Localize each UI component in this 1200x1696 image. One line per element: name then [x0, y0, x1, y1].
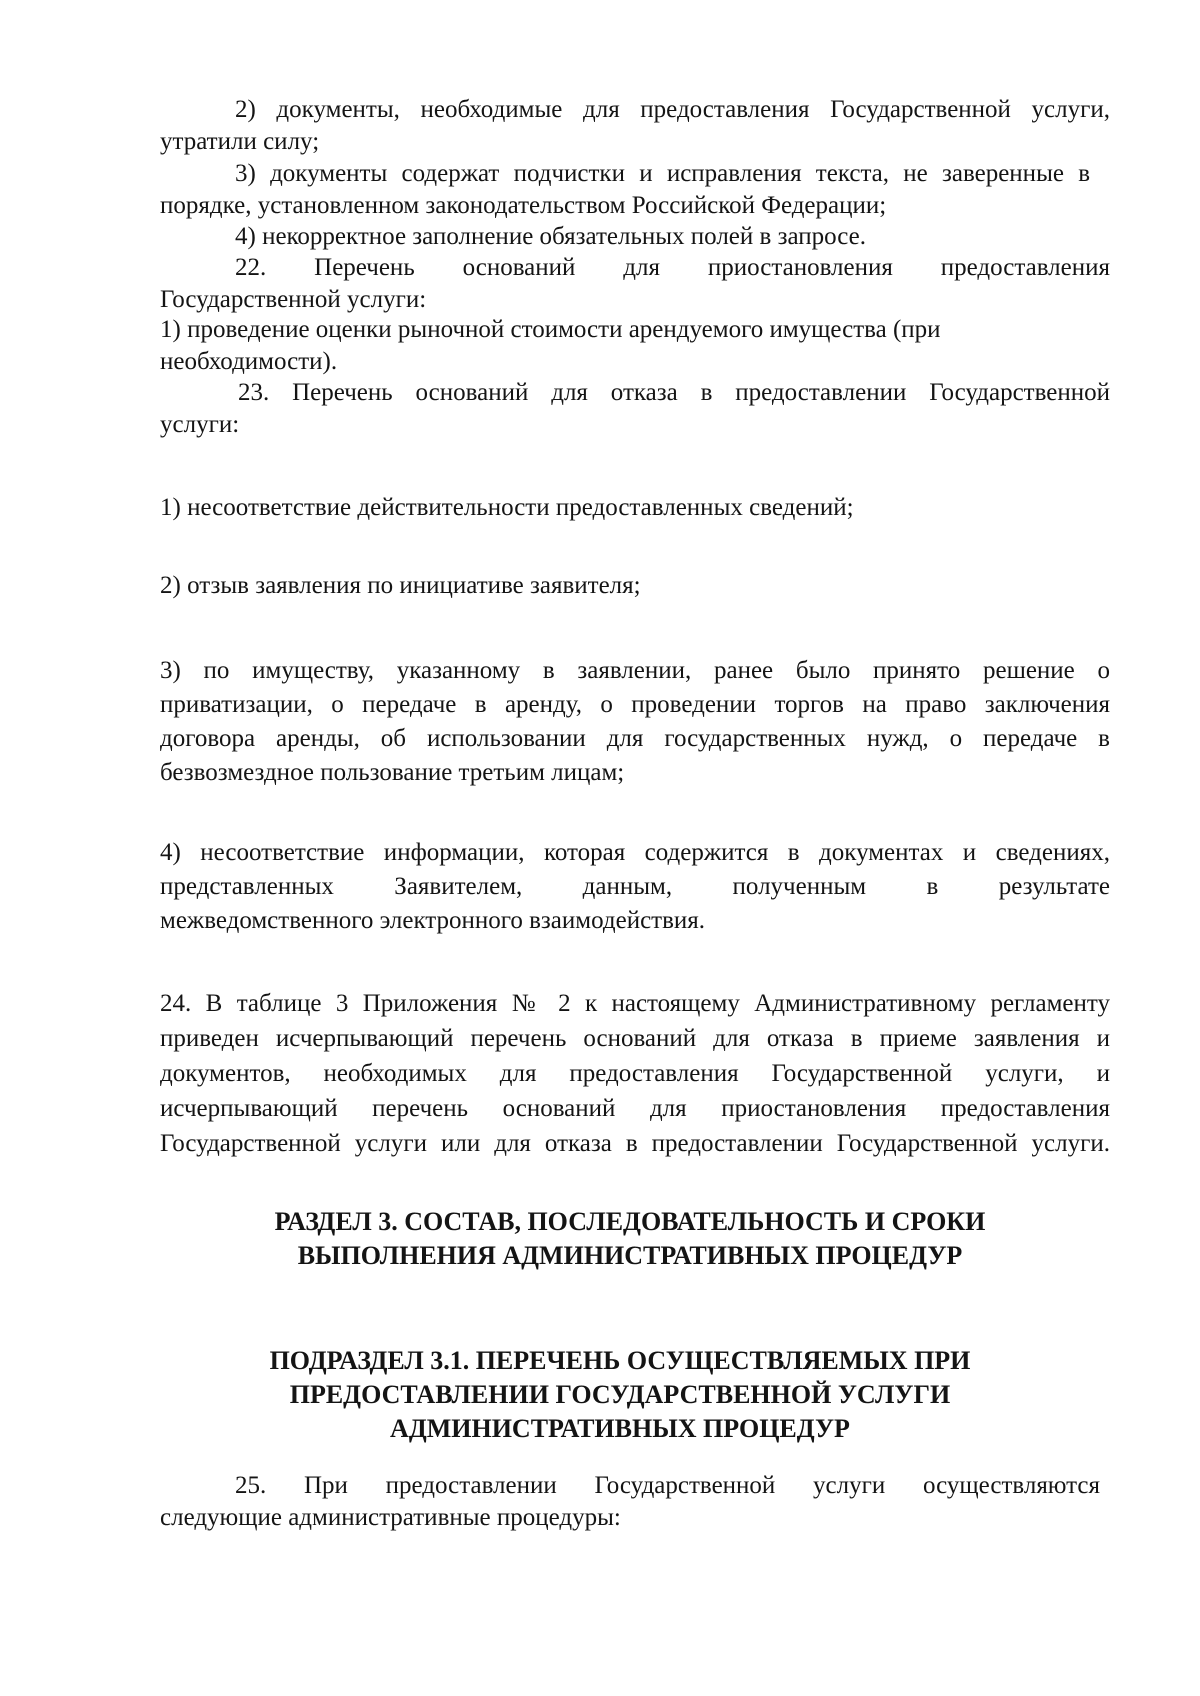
heading-line: ПРЕДОСТАВЛЕНИИ ГОСУДАРСТВЕННОЙ УСЛУГИ	[289, 1380, 951, 1409]
paragraph-23-refusal-grounds	[160, 377, 1110, 441]
text-line: договора аренды, об использовании для государственных нужд, о передаче в	[160, 725, 1110, 752]
paragraph-refusal-item-1	[160, 492, 1110, 524]
paragraph-item-2-outdated-documents	[160, 94, 1110, 158]
text-line: 25. При предоставлении Государственной услуги осуществляются	[235, 1472, 1100, 1499]
text-line: документов, необходимых для предоставления Государственной услуги, и	[160, 1060, 1110, 1087]
text-line: следующие административные процедуры:	[160, 1504, 621, 1531]
text-line: услуги:	[160, 411, 240, 438]
heading-line: РАЗДЕЛ 3. СОСТАВ, ПОСЛЕДОВАТЕЛЬНОСТЬ И СРОКИ	[274, 1207, 986, 1236]
paragraph-refusal-item-2	[160, 570, 1110, 602]
text-line: безвозмездное пользование третьим лицам;	[160, 759, 625, 786]
paragraph-24-table-reference	[160, 986, 1110, 1161]
heading-line: АДМИНИСТРАТИВНЫХ ПРОЦЕДУР	[390, 1414, 850, 1443]
text-line: 2) отзыв заявления по инициативе заявителя;	[160, 572, 641, 599]
text-line: 4) несоответствие информации, которая содержится в документах и сведениях,	[160, 839, 1110, 866]
heading-line: ПОДРАЗДЕЛ 3.1. ПЕРЕЧЕНЬ ОСУЩЕСТВЛЯЕМЫХ ПРИ	[269, 1346, 971, 1375]
paragraph-22-suspension-grounds	[160, 252, 1110, 316]
paragraph-refusal-item-3	[160, 654, 1110, 790]
paragraph-suspension-item-1	[160, 314, 1110, 378]
text-line: 3) по имуществу, указанному в заявлении, ранее было принято решение о	[160, 657, 1110, 684]
section-3-heading	[200, 1205, 1060, 1273]
text-line: 2) документы, необходимые для предоставления Государственной услуги,	[235, 96, 1110, 123]
text-line: Государственной услуги:	[160, 286, 427, 313]
text-line: необходимости).	[160, 348, 338, 375]
text-line: 3) документы содержат подчистки и исправления текста, не заверенные в	[235, 160, 1090, 187]
text-line: 24. В таблице 3 Приложения № 2 к настоящему Административному регламенту	[160, 990, 1110, 1017]
text-line: исчерпывающий перечень оснований для приостановления предоставления	[160, 1095, 1110, 1122]
text-line: представленных Заявителем, данным, полученным в результате	[160, 873, 1110, 900]
text-line: 23. Перечень оснований для отказа в предоставлении Государственной	[238, 379, 1110, 406]
text-line: межведомственного электронного взаимодействия.	[160, 907, 706, 934]
text-line: утратили силу;	[160, 128, 320, 155]
text-line: приведен исчерпывающий перечень оснований для отказа в приеме заявления и	[160, 1025, 1110, 1052]
text-line: порядке, установленном законодательством Российской Федерации;	[160, 192, 887, 219]
text-line: Государственной услуги или для отказа в предоставлении Государственной услуги.	[160, 1130, 1110, 1157]
heading-line: ВЫПОЛНЕНИЯ АДМИНИСТРАТИВНЫХ ПРОЦЕДУР	[297, 1241, 963, 1270]
text-line: 1) несоответствие действительности предоставленных сведений;	[160, 494, 854, 521]
text-line: 4) некорректное заполнение обязательных полей в запросе.	[235, 223, 866, 250]
text-line: 22. Перечень оснований для приостановления предоставления	[235, 254, 1110, 281]
text-line: 1) проведение оценки рыночной стоимости арендуемого имущества (при	[160, 316, 941, 343]
paragraph-item-4-incorrect-fields	[235, 221, 1105, 253]
paragraph-25-procedures	[160, 1470, 1100, 1534]
paragraph-refusal-item-4	[160, 836, 1110, 938]
paragraph-item-3-corrections	[160, 158, 1090, 222]
subsection-3-1-heading	[200, 1344, 1040, 1446]
text-line: приватизации, о передаче в аренду, о проведении торгов на право заключения	[160, 691, 1110, 718]
